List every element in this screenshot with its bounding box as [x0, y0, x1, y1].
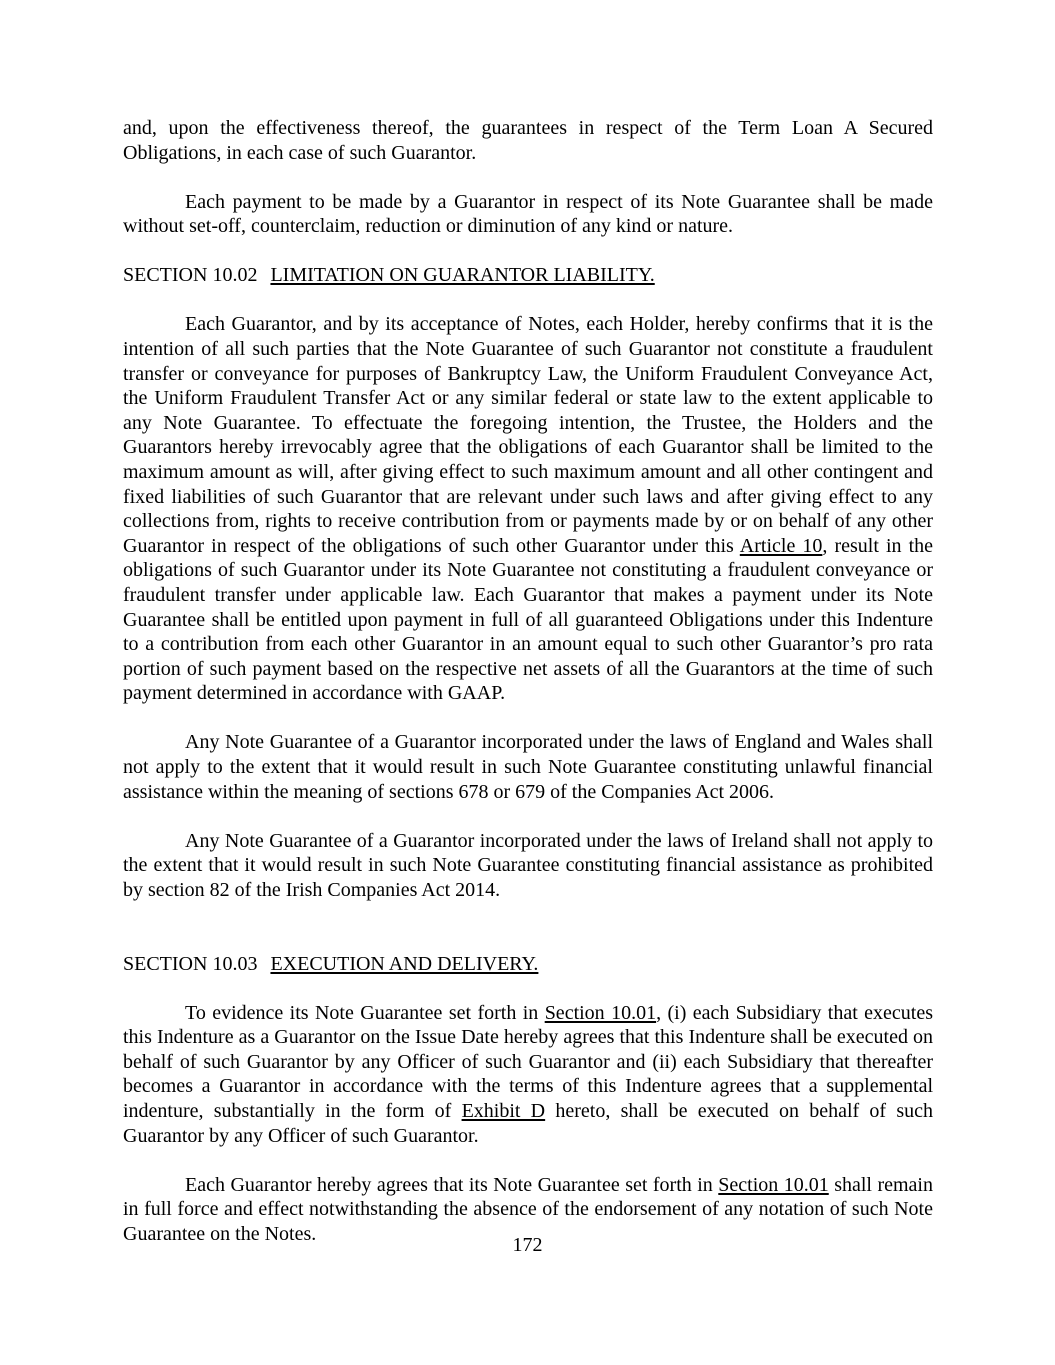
paragraph-text: To evidence its Note Guarantee set forth in [185, 1001, 545, 1024]
section-heading-10-02 [123, 263, 933, 288]
paragraph-text: , (i) each Subsidiary that executes this Indenture as a Guarantor on the Issue Date hereby agrees that this Indenture shall be executed on behalf of such Guarantor by any Officer of such Guarantor and (ii) each Subsidiary that thereafter becomes a Guarantor in accordance with the terms of this Indenture agrees that a supplemental indenture, substantially in the form of [123, 1001, 933, 1122]
cross-reference-section-10-01: Section 10.01 [544, 1001, 657, 1024]
paragraph [123, 312, 933, 706]
paragraph-text: Any Note Guarantee of a Guarantor incorporated under the laws of Ireland shall not apply to the extent that it would result in such Note Guarantee constituting financial assistance as prohibited by section 82 of the Irish Companies Act 2014. [123, 829, 933, 901]
paragraph-text: Each Guarantor, and by its acceptance of Notes, each Holder, hereby confirms that it is the intention of all such parties that the Note Guarantee of such Guarantor not constitute a fraudulent transfer or conveyance for purposes of Bankruptcy Law, the Uniform Fraudulent Conveyance Act, the Uniform Fraudulent Transfer Act or any similar federal or state law to the extent applicable to any Note Guarantee. To effectuate the foregoing intention, the Trustee, the Holders and the Guarantors hereby irrevocably agree that the obligations of each Guarantor shall be limited to the maximum amount as will, after giving effect to such maximum amount and all other contingent and fixed liabilities of such Guarantor that are relevant under such laws and after giving effect to any collections from, rights to receive contribution from or payments made by or on behalf of any other Guarantor in respect of the obligations of such other Guarantor under this [123, 313, 933, 557]
document-content [123, 116, 933, 1246]
paragraph-text: and, upon the effectiveness thereof, the guarantees in respect of the Term Loan A Secured Obligations, in each case of such Guarantor. [123, 117, 933, 164]
paragraph-text: Any Note Guarantee of a Guarantor incorporated under the laws of England and Wales shall not apply to the extent that it would result in such Note Guarantee constituting unlawful financial assistance within the meaning of sections 678 or 679 of the Companies Act 2006. [123, 731, 933, 803]
cross-reference-section-10-01: Section 10.01 [718, 1173, 829, 1196]
paragraph-text: Each Guarantor hereby agrees that its Note Guarantee set forth in [185, 1173, 719, 1196]
paragraph-text: shall remain in full force and effect notwithstanding the absence of the endorsement of any notation of such Note Guarantee on the Notes. [123, 1173, 933, 1245]
section-title: LIMITATION ON GUARANTOR LIABILITY. [270, 264, 655, 287]
paragraph-text: hereto, shall be executed on behalf of such Guarantor by any Officer of such Guarantor. [123, 1100, 933, 1147]
section-title: EXECUTION AND DELIVERY. [270, 952, 539, 975]
paragraph [123, 730, 933, 804]
page-number: 172 [512, 1234, 543, 1256]
paragraph-continuation [123, 116, 933, 165]
paragraph [123, 1001, 933, 1149]
section-number: SECTION 10.03 [123, 952, 258, 975]
section-heading-10-03 [123, 952, 933, 977]
paragraph-text: , result in the obligations of such Guarantor under its Note Guarantee not constituting a fraudulent conveyance or fraudulent transfer under applicable law. Each Guarantor that makes a payment under its Note Guarantee shall be entitled upon payment in full of all guaranteed Obligations under this Indenture to a contribution from each other Guarantor in an amount equal to such other Guarantor’s pro rata portion of such payment based on the respective net assets of all the Guarantors at the time of such payment determined in accordance with GAAP. [123, 534, 933, 705]
section-number: SECTION 10.02 [123, 264, 258, 287]
paragraph-text: Each payment to be made by a Guarantor in respect of its Note Guarantee shall be made without set-off, counterclaim, reduction or diminution of any kind or nature. [123, 190, 933, 238]
paragraph [123, 190, 933, 239]
cross-reference-article-10: Article 10 [739, 534, 823, 557]
paragraph [123, 829, 933, 903]
cross-reference-exhibit-d: Exhibit D [461, 1100, 546, 1122]
